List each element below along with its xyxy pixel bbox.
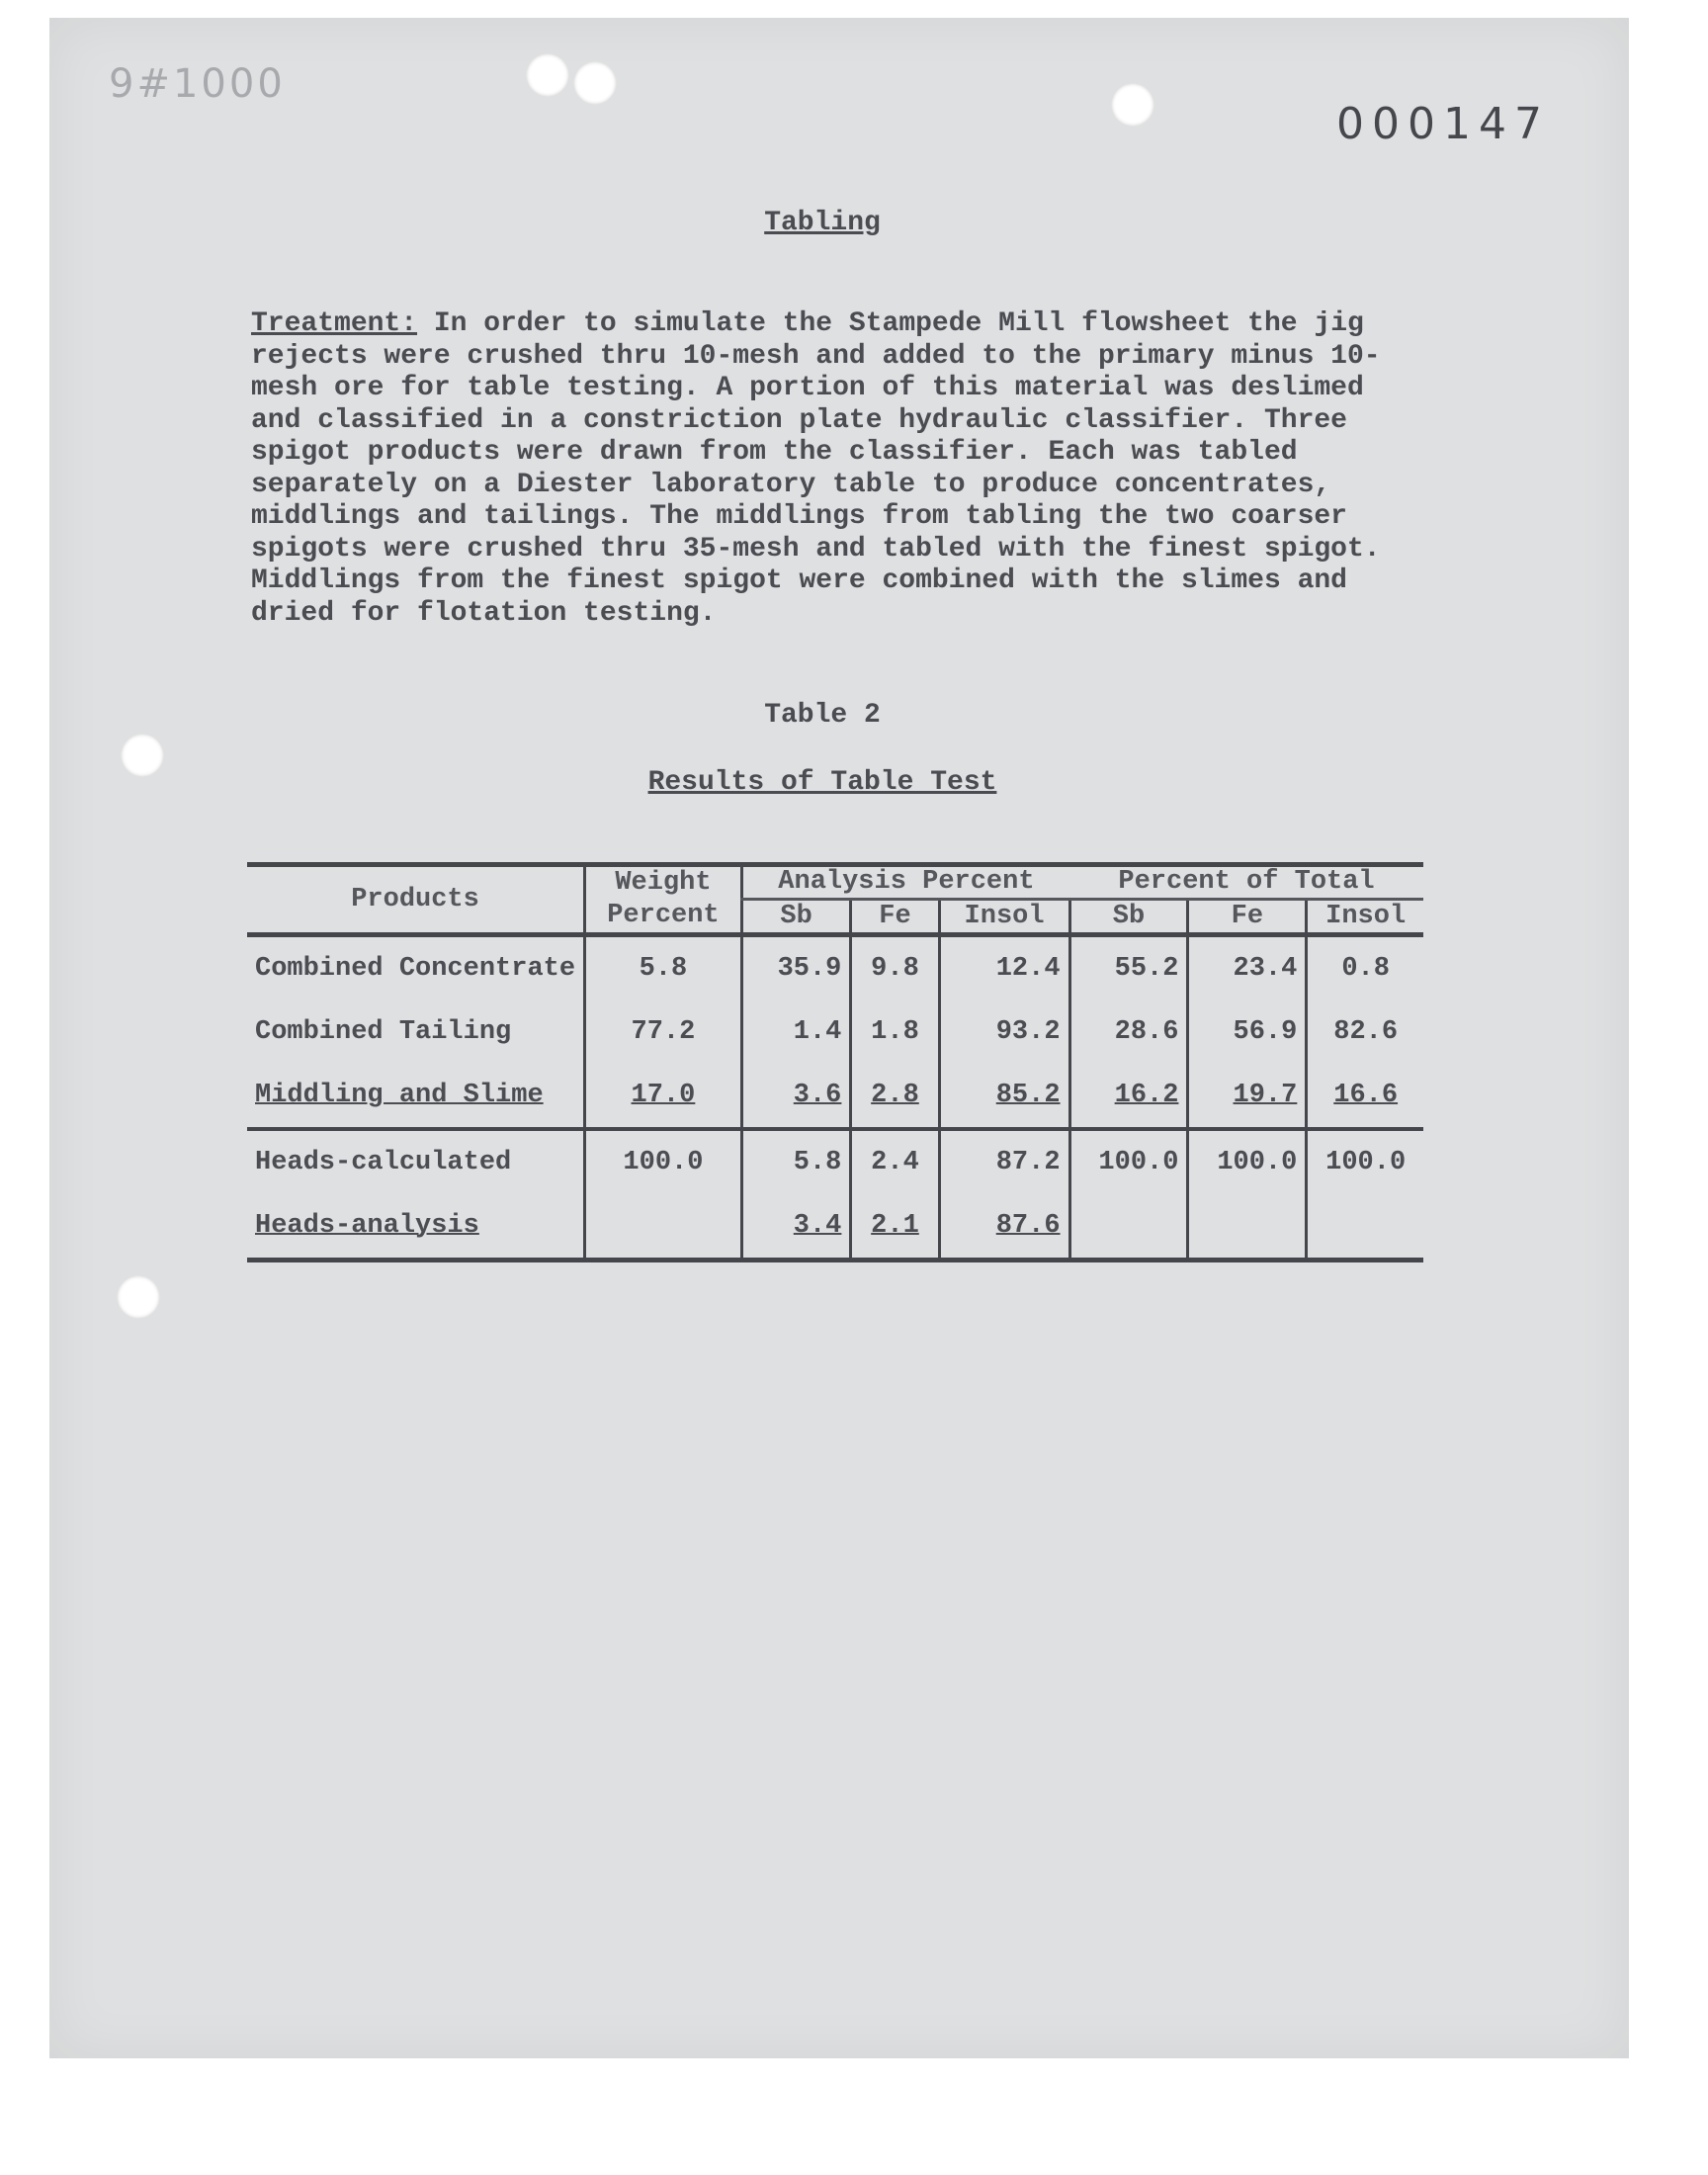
header-sb-total: Sb (1069, 899, 1188, 934)
header-weight: Weight (585, 865, 742, 900)
row-fe: 9.8 (851, 934, 939, 1000)
row-insol: 12.4 (939, 934, 1069, 1000)
row-sb: 5.8 (741, 1129, 851, 1194)
archive-stamp: 9#1000 (109, 61, 286, 107)
row-product: Heads-calculated (247, 1129, 585, 1194)
binder-hole-top-3 (1111, 83, 1154, 127)
section-title: Tabling (764, 208, 881, 238)
row-fe: 1.8 (851, 1000, 939, 1064)
header-insol: Insol (939, 899, 1069, 934)
row-insol-total (1307, 1194, 1423, 1261)
header-analysis-percent: Analysis Percent (741, 865, 1069, 900)
row-sb: 35.9 (741, 934, 851, 1000)
header-sb: Sb (741, 899, 851, 934)
row-sb: 1.4 (741, 1000, 851, 1064)
paragraph-lead: Treatment: (251, 308, 418, 339)
row-sb-total: 16.2 (1069, 1064, 1188, 1129)
row-weight (585, 1194, 742, 1261)
row-weight: 5.8 (585, 934, 742, 1000)
row-sb-total: 100.0 (1069, 1129, 1188, 1194)
row-weight: 100.0 (585, 1129, 742, 1194)
row-insol: 87.6 (939, 1194, 1069, 1261)
paragraph-body: In order to simulate the Stampede Mill flowsheet the jig rejects were crushed thru 10-mesh and added to the primary minus 10-mesh ore for table testing. A portion of this material was deslimed and classified in a constriction plate hydraulic classifier. Three spigot products were drawn from the classifier. Each was tabled separately on a Diester laboratory table to produce concentrates, middlings and tailings. The middlings from tabling the two coarser spigots were crushed thru 35-mesh and tabled with the finest spigot. Middlings from the finest spigot were combined with the slimes and dried for flotation testing. (251, 308, 1381, 629)
results-table (247, 862, 1423, 1262)
row-sb-total: 55.2 (1069, 934, 1188, 1000)
row-fe: 2.8 (851, 1064, 939, 1129)
binder-hole-left-2 (117, 1275, 160, 1319)
page-number-stamp: 000147 (1336, 99, 1550, 149)
treatment-paragraph (251, 308, 1427, 630)
row-sb-total: 28.6 (1069, 1000, 1188, 1064)
table-header-row (247, 865, 1423, 900)
table-row (247, 1064, 1423, 1129)
row-insol-total: 0.8 (1307, 934, 1423, 1000)
header-percent-of-total: Percent of Total (1069, 865, 1423, 900)
table-title: Results of Table Test (647, 767, 997, 798)
binder-hole-top-1 (526, 53, 569, 97)
table-label: Table 2 (764, 700, 881, 731)
header-fe: Fe (851, 899, 939, 934)
header-insol-total: Insol (1307, 899, 1423, 934)
table-row (247, 1194, 1423, 1261)
row-insol: 85.2 (939, 1064, 1069, 1129)
row-product: Combined Concentrate (255, 953, 576, 984)
header-fe-total: Fe (1188, 899, 1307, 934)
row-product: Middling and Slime (255, 1080, 544, 1110)
row-sb: 3.4 (741, 1194, 851, 1261)
row-fe-total: 23.4 (1188, 934, 1307, 1000)
row-insol-total: 100.0 (1307, 1129, 1423, 1194)
table-row (247, 934, 1423, 1000)
row-fe-total: 56.9 (1188, 1000, 1307, 1064)
row-sb: 3.6 (741, 1064, 851, 1129)
row-sb-total (1069, 1194, 1188, 1261)
row-fe-total: 100.0 (1188, 1129, 1307, 1194)
row-weight: 17.0 (585, 1064, 742, 1129)
table-row (247, 1129, 1423, 1194)
row-insol-total: 82.6 (1307, 1000, 1423, 1064)
row-fe-total (1188, 1194, 1307, 1261)
row-product: Heads-analysis (255, 1210, 479, 1241)
row-fe: 2.1 (851, 1194, 939, 1261)
row-fe: 2.4 (851, 1129, 939, 1194)
row-insol: 93.2 (939, 1000, 1069, 1064)
header-weight-percent: Percent (585, 899, 742, 934)
row-insol: 87.2 (939, 1129, 1069, 1194)
row-product: Combined Tailing (255, 1016, 512, 1047)
row-fe-total: 19.7 (1188, 1064, 1307, 1129)
row-insol-total: 16.6 (1307, 1064, 1423, 1129)
table-row (247, 1000, 1423, 1064)
row-weight: 77.2 (585, 1000, 742, 1064)
header-products: Products (247, 865, 585, 935)
binder-hole-top-2 (573, 61, 617, 105)
